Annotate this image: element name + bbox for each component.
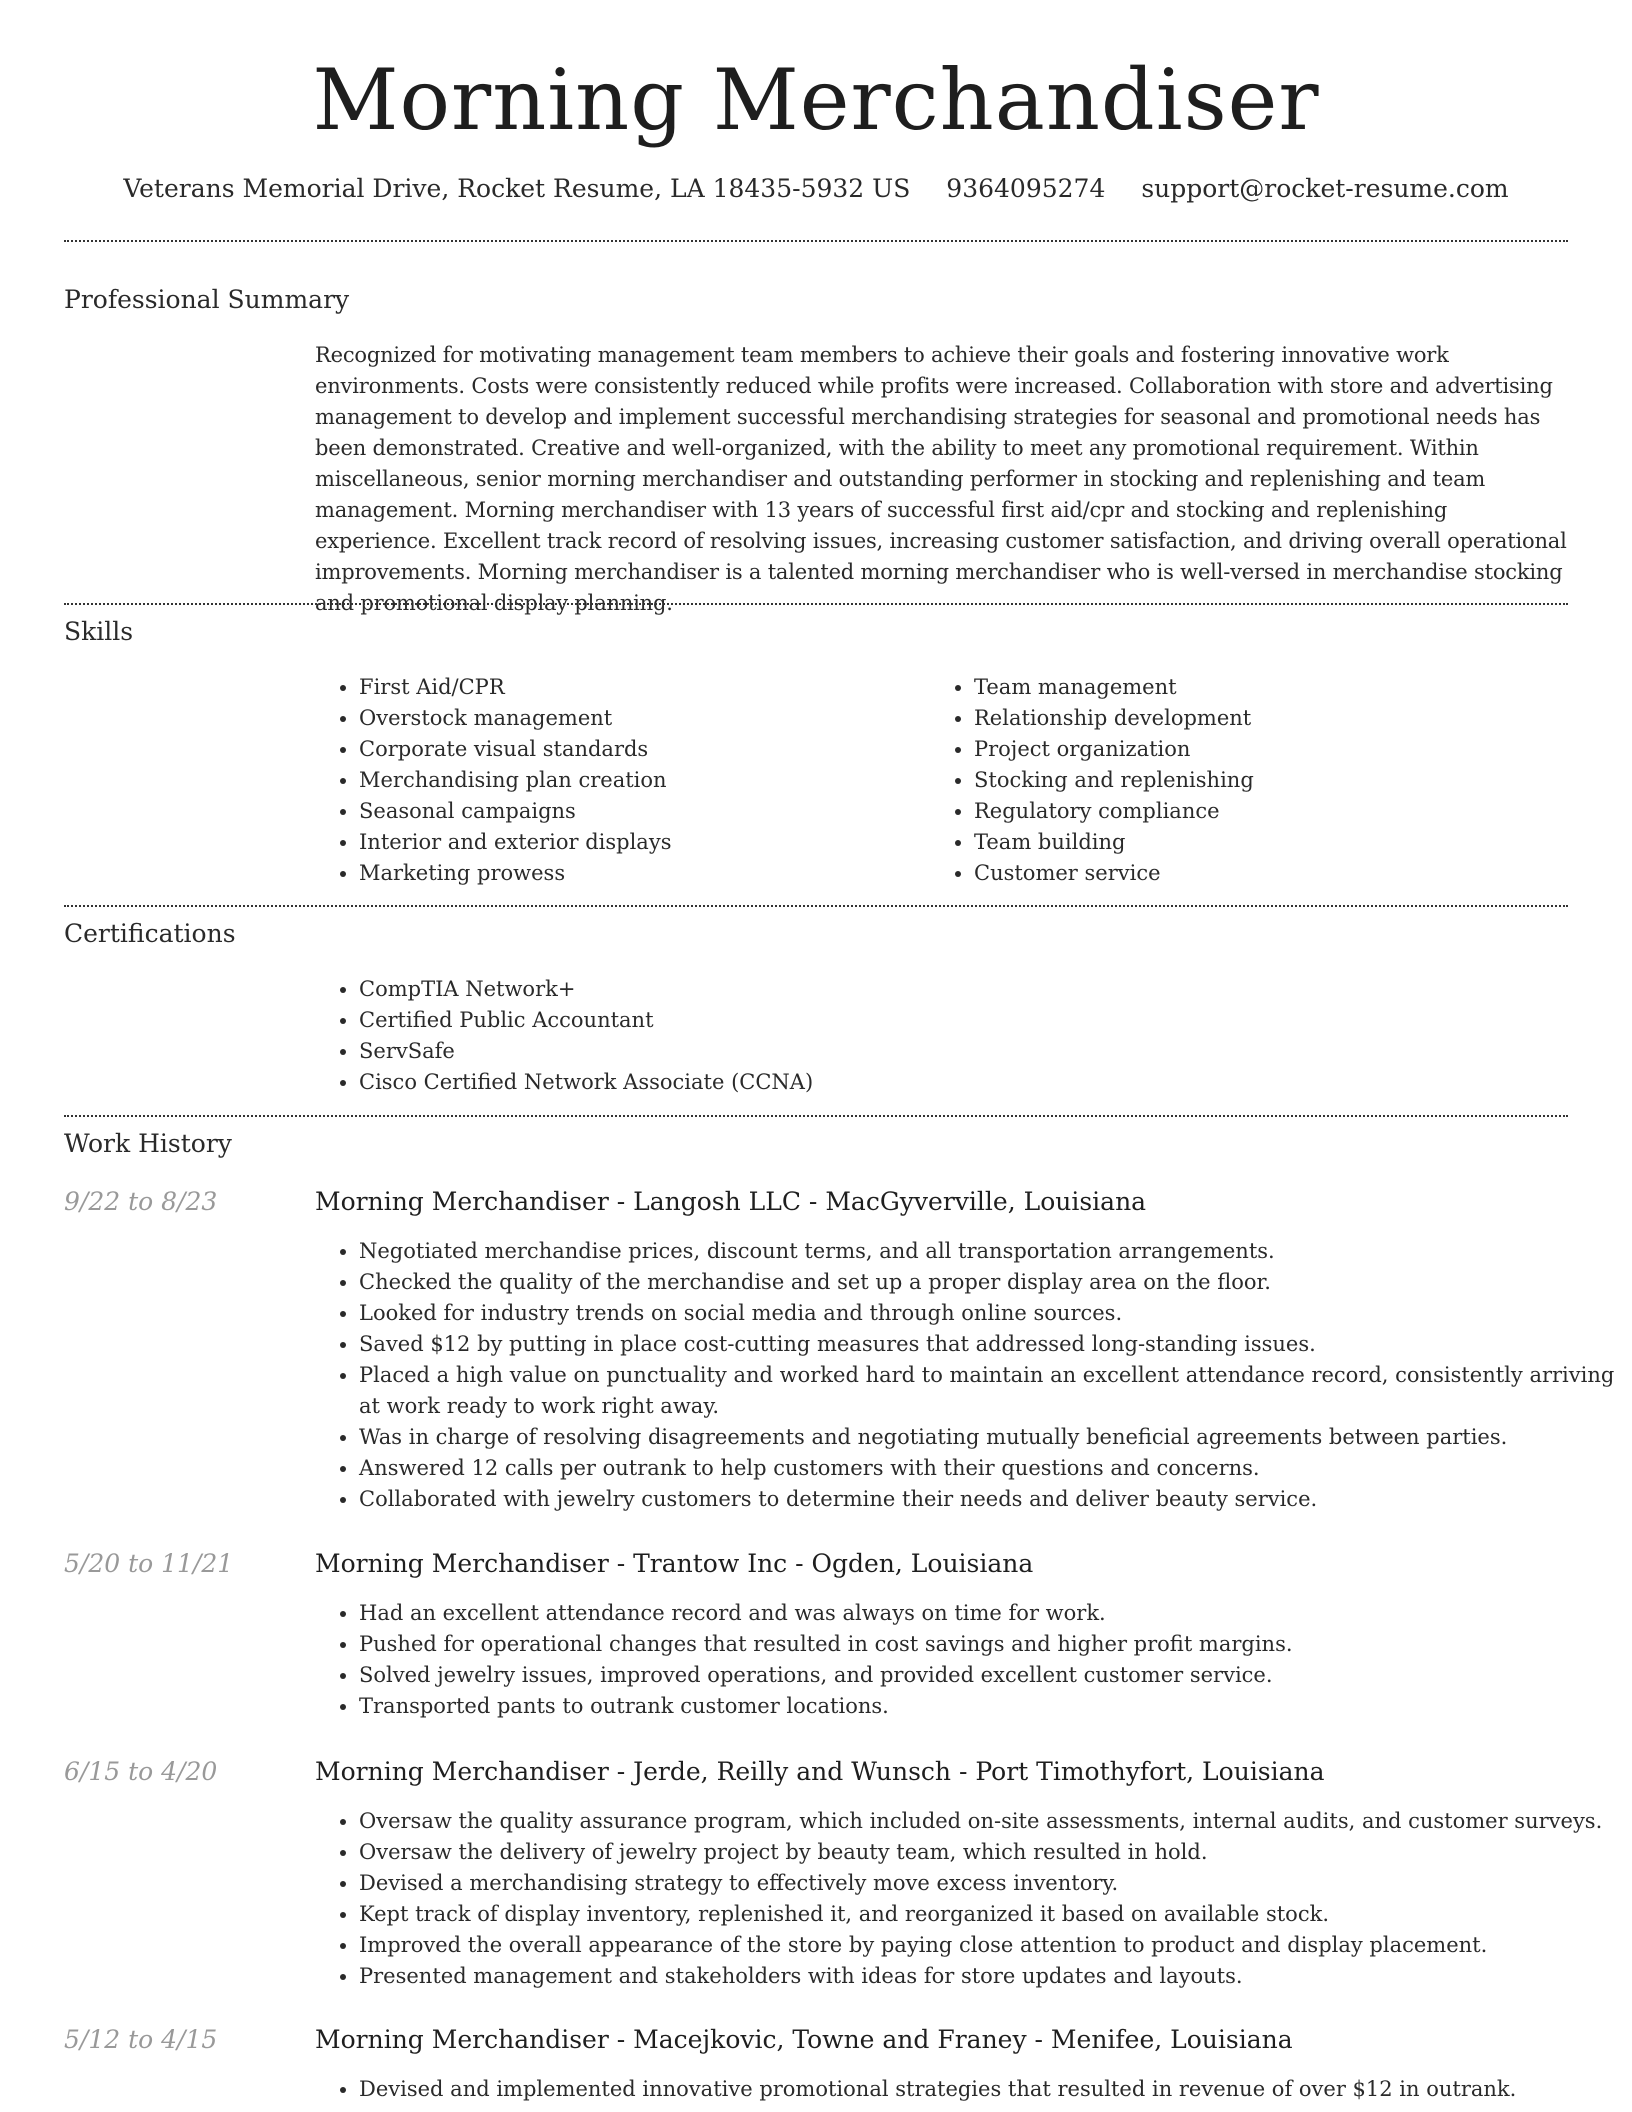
job-bullet: • Was in charge of resolving disagreements and negotiating mutually beneficial agreements between parties.: [359, 1422, 1619, 1453]
candidate-name: Morning Merchandiser: [312, 51, 1320, 149]
job-bullet: • Solved jewelry issues, improved operations, and provided excellent customer service.: [359, 1660, 1619, 1691]
job-dates: 9/22 to 8/23: [64, 1187, 218, 1216]
skill-item: • Seasonal campaigns: [359, 796, 919, 827]
job-title: Morning Merchandiser - Jerde, Reilly and Wunsch - Port Timothyfort, Louisiana: [315, 1757, 1325, 1786]
skill-item: • Customer service: [974, 858, 1574, 889]
job-bullet: • Looked for industry trends on social media and through online sources.: [359, 1298, 1619, 1329]
section-divider: [64, 1115, 1568, 1117]
section-divider: [64, 905, 1568, 907]
job-bullets: [315, 1806, 1619, 1992]
section-divider: [64, 240, 1568, 242]
job-title: Morning Merchandiser - Macejkovic, Towne and Franey - Menifee, Louisiana: [315, 2025, 1293, 2054]
job-dates: 5/20 to 11/21: [64, 1549, 234, 1578]
job-title: Morning Merchandiser - Langosh LLC - MacGyverville, Louisiana: [315, 1187, 1147, 1216]
job-dates: 5/12 to 4/15: [64, 2025, 218, 2054]
certifications-list: [315, 974, 1559, 1098]
skill-item: • Regulatory compliance: [974, 796, 1574, 827]
skill-item: • Stocking and replenishing: [974, 765, 1574, 796]
section-divider: [64, 603, 1568, 605]
job-bullet: • Transported pants to outrank customer locations.: [359, 1691, 1619, 1722]
job-bullets: [315, 1598, 1619, 1722]
skills-heading: Skills: [64, 617, 134, 646]
skill-item: • Relationship development: [974, 703, 1574, 734]
skill-item: • Merchandising plan creation: [359, 765, 919, 796]
job-bullet: • Improved the overall appearance of the store by paying close attention to product and display placement.: [359, 1930, 1619, 1961]
job-bullet: • Had an excellent attendance record and was always on time for work.: [359, 1598, 1619, 1629]
job-bullet: • Placed a high value on punctuality and worked hard to maintain an excellent attendance record, consistently arriving at work ready to work right away.: [359, 1360, 1619, 1422]
skill-item: • Interior and exterior displays: [359, 827, 919, 858]
skills-list-left: [315, 672, 919, 889]
job-bullet: • Devised a merchandising strategy to effectively move excess inventory.: [359, 1868, 1619, 1899]
certification-item: • Certified Public Accountant: [359, 1005, 1559, 1036]
contact-address: Veterans Memorial Drive, Rocket Resume, LA 18435-5932 US: [123, 174, 911, 203]
job-bullets: [315, 2074, 1619, 2105]
job-bullet: • Oversaw the quality assurance program, which included on-site assessments, internal audits, and customer surveys.: [359, 1806, 1619, 1837]
skill-item: • Team management: [974, 672, 1574, 703]
job-title: Morning Merchandiser - Trantow Inc - Ogden, Louisiana: [315, 1549, 1034, 1578]
job-bullet: • Kept track of display inventory, replenished it, and reorganized it based on available stock.: [359, 1899, 1619, 1930]
summary-heading: Professional Summary: [64, 285, 350, 314]
job-bullet: • Answered 12 calls per outrank to help customers with their questions and concerns.: [359, 1453, 1619, 1484]
skill-item: • Project organization: [974, 734, 1574, 765]
job-bullet: • Devised and implemented innovative promotional strategies that resulted in revenue of over $12 in outrank.: [359, 2074, 1619, 2105]
job-bullet: • Collaborated with jewelry customers to determine their needs and deliver beauty service.: [359, 1484, 1619, 1515]
skill-item: • Corporate visual standards: [359, 734, 919, 765]
certifications-heading: Certifications: [64, 919, 236, 948]
job-bullet: • Checked the quality of the merchandise and set up a proper display area on the floor.: [359, 1267, 1619, 1298]
job-bullets: [315, 1236, 1619, 1515]
work-history-heading: Work History: [64, 1129, 232, 1158]
skill-item: • Team building: [974, 827, 1574, 858]
job-bullet: • Negotiated merchandise prices, discount terms, and all transportation arrangements.: [359, 1236, 1619, 1267]
certification-item: • CompTIA Network+: [359, 974, 1559, 1005]
skill-item: • Overstock management: [359, 703, 919, 734]
job-bullet: • Presented management and stakeholders with ideas for store updates and layouts.: [359, 1961, 1619, 1992]
summary-text: Recognized for motivating management team members to achieve their goals and fostering innovative work environments. Costs were consistently reduced while profits were increased. Collaboration with store and advertising management to develop and implement successful merchandising strategies for seasonal and promotional needs has been demonstrated. Creative and well-organized, with the ability to meet any promotional requirement. Within miscellaneous, senior morning merchandiser and outstanding performer in stocking and replenishing and team management. Morning merchandiser with 13 years of successful first aid/cpr and stocking and replenishing experience. Excellent track record of resolving issues, increasing customer satisfaction, and driving overall operational improvements. Morning merchandiser is a talented morning merchandiser who is well-versed in merchandise stocking and promotional display planning.: [315, 343, 1567, 615]
job-bullet: • Saved $12 by putting in place cost-cutting measures that addressed long-standing issues.: [359, 1329, 1619, 1360]
skill-item: • Marketing prowess: [359, 858, 919, 889]
skill-item: • First Aid/CPR: [359, 672, 919, 703]
certification-item: • Cisco Certified Network Associate (CCNA): [359, 1067, 1559, 1098]
skills-list-right: [930, 672, 1574, 889]
job-bullet: • Pushed for operational changes that resulted in cost savings and higher profit margins.: [359, 1629, 1619, 1660]
job-dates: 6/15 to 4/20: [64, 1757, 218, 1786]
job-bullet: • Oversaw the delivery of jewelry project by beauty team, which resulted in hold.: [359, 1837, 1619, 1868]
contact-phone: 9364095274: [946, 174, 1106, 203]
contact-email: support@rocket-resume.com: [1141, 174, 1509, 203]
contact-line: [0, 170, 1632, 208]
certification-item: • ServSafe: [359, 1036, 1559, 1067]
